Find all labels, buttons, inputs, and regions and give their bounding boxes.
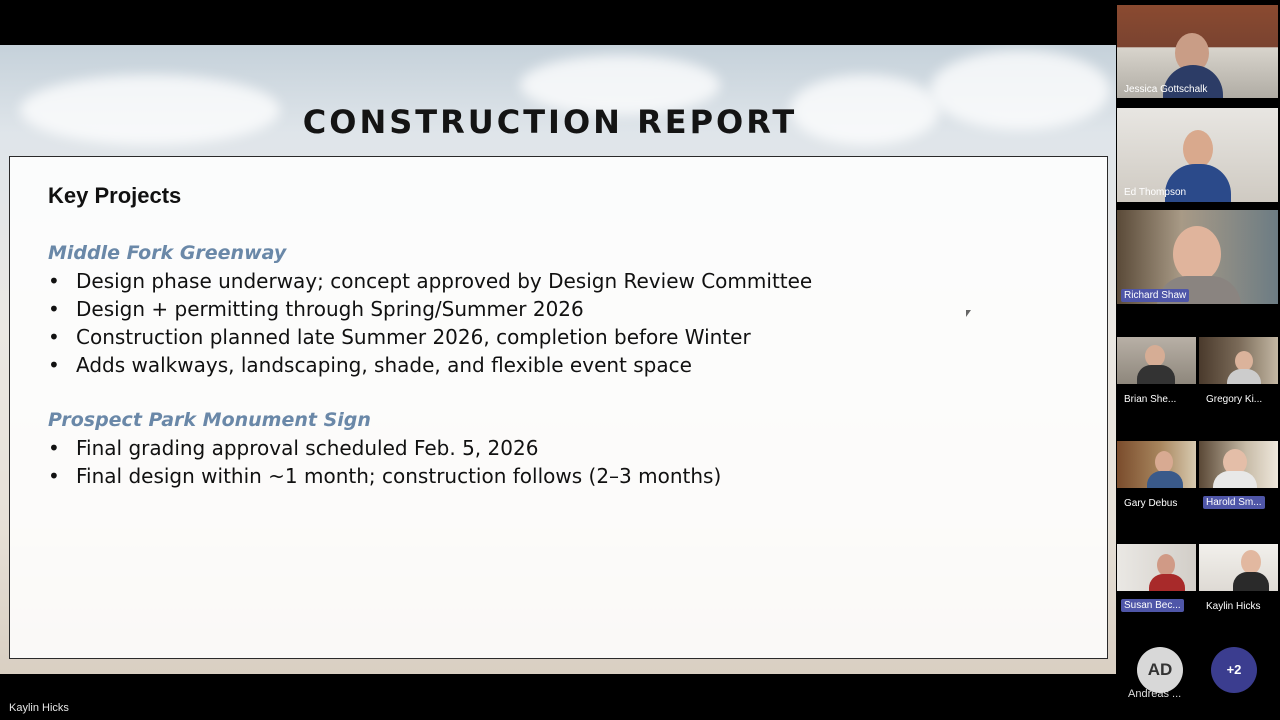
section-title: Prospect Park Monument Sign bbox=[48, 409, 371, 431]
participant-face bbox=[1157, 554, 1175, 576]
more-participants-button[interactable]: +2 bbox=[1211, 647, 1257, 693]
bullet-item: • Adds walkways, landscaping, shade, and flexible event space bbox=[48, 351, 812, 379]
mouse-cursor-icon bbox=[966, 310, 971, 317]
video-tile[interactable] bbox=[1199, 441, 1278, 488]
participant-name: Brian She... bbox=[1124, 394, 1177, 405]
active-speaker-label: Kaylin Hicks bbox=[9, 702, 69, 714]
project-section bbox=[48, 239, 812, 379]
participant-face bbox=[1145, 345, 1165, 367]
participant-name: Harold Sm... bbox=[1203, 496, 1265, 509]
video-tile[interactable] bbox=[1199, 337, 1278, 384]
bullet-item: • Final grading approval scheduled Feb. 5, 2026 bbox=[48, 434, 721, 462]
video-tile[interactable] bbox=[1117, 544, 1196, 591]
participant-body bbox=[1233, 572, 1269, 591]
bullet-item: • Design phase underway; concept approved by Design Review Committee bbox=[48, 267, 812, 295]
content-panel bbox=[9, 156, 1108, 659]
video-tile[interactable] bbox=[1117, 337, 1196, 384]
video-tile[interactable] bbox=[1117, 210, 1278, 304]
slide-title: CONSTRUCTION REPORT bbox=[302, 103, 798, 141]
participant-body bbox=[1149, 574, 1185, 591]
bullet-item: • Construction planned late Summer 2026, completion before Winter bbox=[48, 323, 812, 351]
bullet-item: • Design + permitting through Spring/Summer 2026 bbox=[48, 295, 812, 323]
participant-body bbox=[1227, 369, 1261, 384]
participant-face bbox=[1241, 550, 1261, 574]
participant-face bbox=[1235, 351, 1253, 371]
video-tile[interactable] bbox=[1117, 441, 1196, 488]
video-tile[interactable] bbox=[1117, 5, 1278, 98]
participant-face bbox=[1173, 226, 1221, 282]
participant-name: Gary Debus bbox=[1124, 498, 1178, 509]
participant-face bbox=[1155, 451, 1173, 473]
participant-name: Jessica Gottschalk bbox=[1124, 84, 1208, 95]
participant-body bbox=[1137, 365, 1175, 384]
participant-name: Kaylin Hicks bbox=[1206, 601, 1261, 612]
slide-heading: Key Projects bbox=[48, 183, 182, 208]
participant-name: Richard Shaw bbox=[1121, 289, 1189, 302]
participant-name: Ed Thompson bbox=[1124, 187, 1187, 198]
video-tile[interactable] bbox=[1117, 108, 1278, 202]
video-tile[interactable] bbox=[1199, 544, 1278, 591]
bullet-item: • Final design within ~1 month; construction follows (2–3 months) bbox=[48, 462, 721, 490]
shared-screen bbox=[0, 45, 1116, 674]
participant-body bbox=[1213, 471, 1257, 488]
participant-name: Andreas ... bbox=[1128, 688, 1182, 700]
section-title: Middle Fork Greenway bbox=[48, 242, 287, 264]
participant-name: Susan Bec... bbox=[1121, 599, 1184, 612]
participant-body bbox=[1147, 471, 1183, 488]
project-section bbox=[48, 406, 721, 490]
participant-face bbox=[1183, 130, 1213, 168]
participant-avatar[interactable]: AD bbox=[1137, 647, 1183, 693]
participant-name: Gregory Ki... bbox=[1206, 394, 1263, 405]
